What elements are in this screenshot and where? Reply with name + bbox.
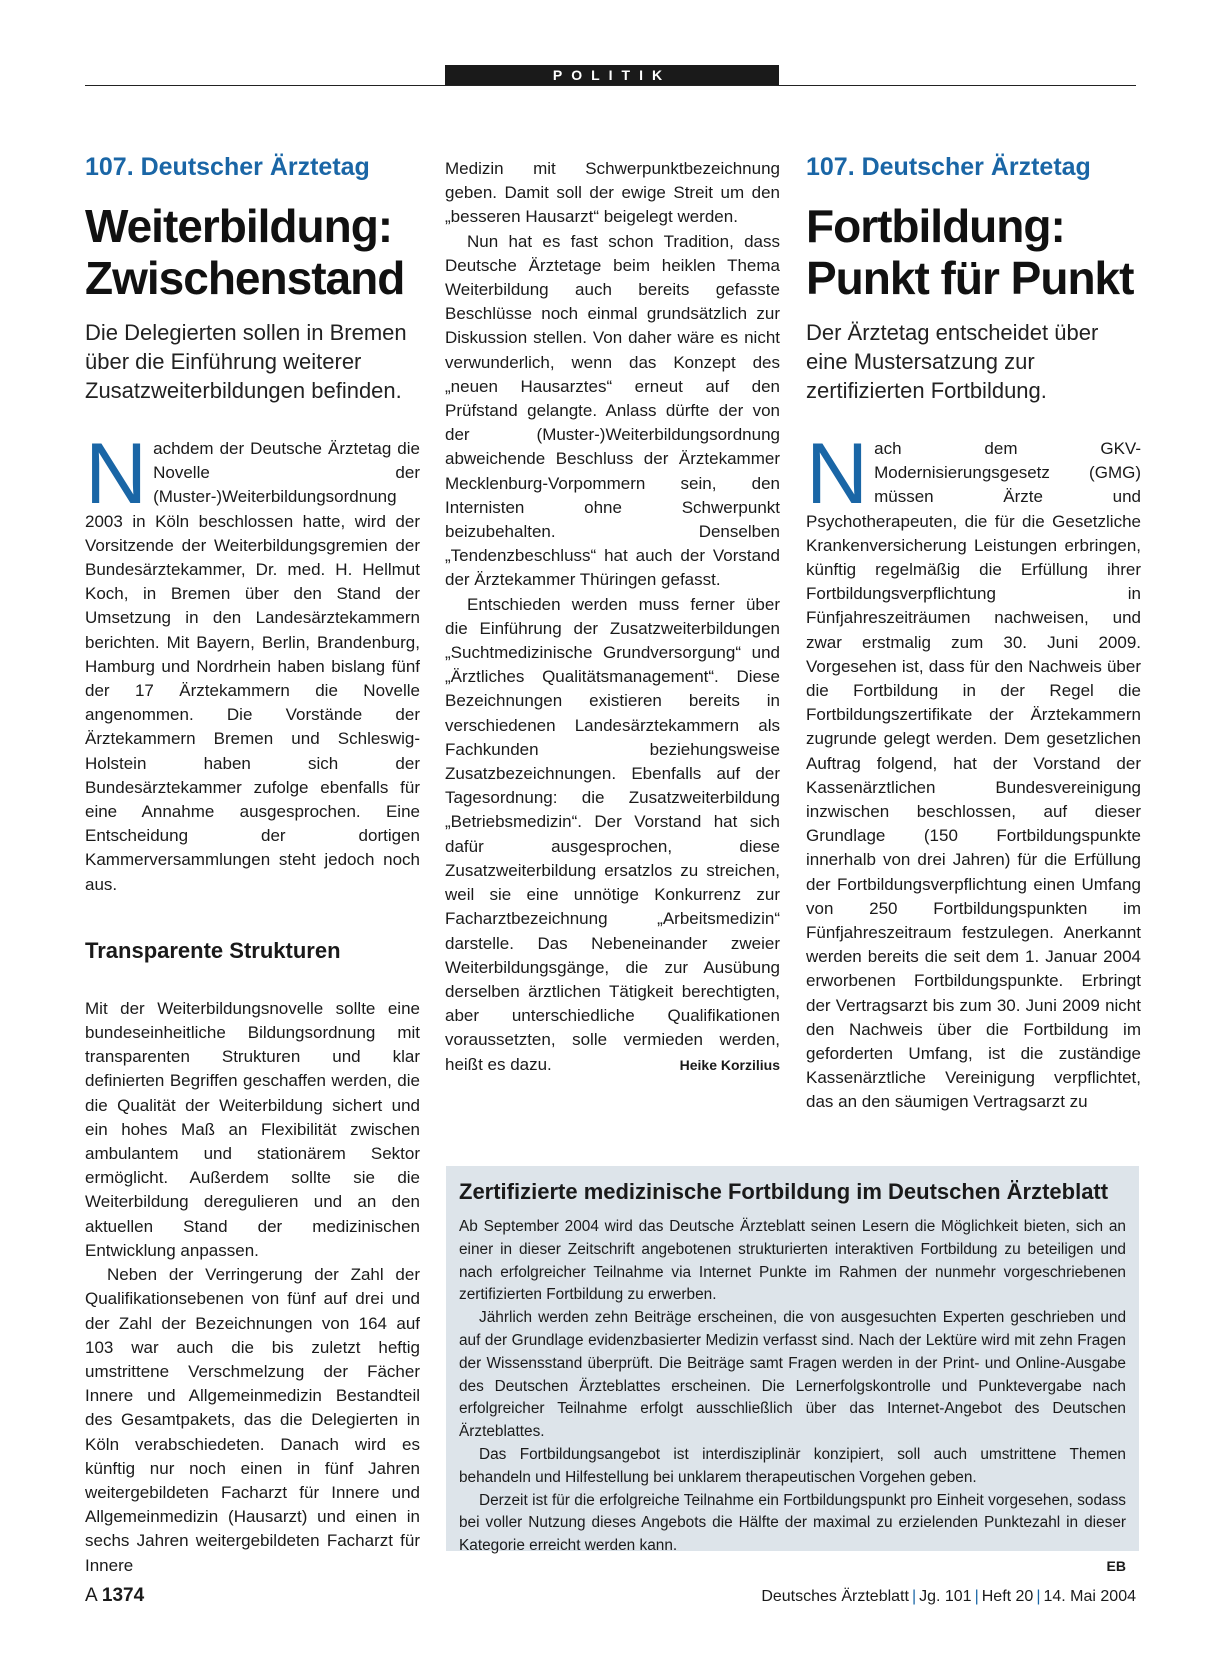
- left-paragraph-6: [445, 593, 780, 1077]
- left-paragraph-6-text: Entschieden werden muss ferner über die Einführung der Zusatzweiterbildungen „Suchtmedizinische Grundversorgung“ und „Ärztliches Qualitätsmanagement“. Diese Bezeichnungen existieren bereits in verschiedenen Landesärztekammern als Fachkunden beziehungsweise Zusatzbezeichnungen. Ebenfalls auf der Tagesordnung: die Zusatzweiterbildung „Betriebsmedizin“. Der Vorstand hat sich dafür ausgesprochen, diese Zusatzweiterbildung ersatzlos zu streichen, weil sie eine unnötige Konkurrenz zur Facharztbezeichnung „Arbeitsmedizin“ darstelle. Das Nebeneinander zweier Weiterbildungsgänge, die zur Ausübung derselben ärztlichen Tätigkeit berechtigten, aber unterschiedliche Qualifikationen voraussetzten, solle vermieden werden, heißt es dazu.: [445, 594, 780, 1074]
- journal-footer: Deutsches Ärzteblatt | Jg. 101 | Heft 20 | 14. Mai 2004: [761, 1588, 1136, 1605]
- right-headline: [806, 200, 1141, 304]
- left-lead: Die Delegierten sollen in Bremen über die Einführung weiterer Zusatzweiterbildungen befinden.: [85, 320, 407, 403]
- info-box-paragraph-4: Derzeit ist für die erfolgreiche Teilnahme ein Fortbildungspunkt pro Einheit vorgesehen, sodass bei voller Nutzung dieses Angebots die Hälfte der maximal zu erzielenden Punktezahl in dieser Kategorie erreicht werden kann.: [459, 1491, 1126, 1555]
- left-subhead: Transparente Strukturen: [85, 937, 341, 963]
- left-headline-line2: Zwischenstand: [85, 252, 405, 304]
- middle-body: [445, 157, 780, 1077]
- right-dropcap: N: [806, 426, 869, 522]
- left-article-column: [85, 152, 420, 1578]
- info-box-paragraph-2: Jährlich werden zehn Beiträge erscheinen, die von ausgesuchten Experten geschrieben und auf der Grundlage evidenzbasierter Medizin verfasst sind. Nach der Lektüre wird mit zehn Fragen der Wissensstand überprüft. Die Beiträge samt Fragen werden in der Print- und Online-Ausgabe des Deutschen Ärzteblattes erscheinen. Die Lernerfolgskontrolle und Punktevergabe nach erfolgreicher Teilnahme erfolgt ausschließlich über das Internet-Angebot des Deutschen Ärzteblattes.: [459, 1309, 1126, 1441]
- right-headline-line1: Fortbildung:: [806, 200, 1065, 252]
- left-paragraph-1-text: achdem der Deutsche Ärztetag die Novelle der (Muster-)Weiterbildungsordnung 2003 in Köln beschlossen hatte, wird der Vorsitzende der Weiterbildungsgremien der Bundesärztekammer, Dr. med. H. Hellmut Koch, in Bremen über den Stand der Umsetzung in den Landesärztekammern berichten. Mit Bayern, Berlin, Brandenburg, Hamburg und Nordrhein haben bislang fünf der 17 Ärztekammern die Novelle angenommen. Die Vorstände der Ärztekammern Bremen und Schleswig-Holstein haben sich der Bundesärztekammer zufolge ebenfalls für eine Annahme ausgesprochen. Eine Entscheidung der dortigen Kammerversammlungen steht jedoch noch aus.: [85, 439, 420, 894]
- info-box-title: Zertifizierte medizinische Fortbildung im Deutschen Ärzteblatt: [459, 1179, 1109, 1204]
- right-paragraph-1-text: ach dem GKV-Modernisierungsgesetz (GMG) müssen Ärzte und Psychotherapeuten, die für die Gesetzliche Krankenversicherung Leistungen erbringen, künftig regelmäßig die Erfüllung ihrer Fortbildungsverpflichtung in Fünfjahreszeiträumen nachweisen, und zwar erstmalig zum 30. Juni 2009. Vorgesehen ist, dass für den Nachweis über die Fortbildung in der Regel die Fortbildungszertifikate der Ärztekammern zugrunde gelegt werden. Dem gesetzlichen Auftrag folgend, hat der Vorstand der Kassenärztlichen Bundesvereinigung inzwischen beschlossen, auf dieser Grundlage (150 Fortbildungspunkte innerhalb von drei Jahren) für die Erfüllung der Fortbildungsverpflichtung einen Umfang von 250 Fortbildungspunkten im Fünfjahreszeitraum festzulegen. Anerkannt werden bereits die seit dem 1. Januar 2004 erworbenen Fortbildungspunkte. Erbringt der Vertragsarzt bis zum 30. Juni 2009 nicht den Nachweis über die Fortbildung im geforderten Umfang, ist die zuständige Kassenärztliche Vereinigung verpflichtet, das an den säumigen Vertragsarzt zu: [806, 439, 1141, 1112]
- left-headline: [85, 200, 420, 304]
- left-paragraph-2: Mit der Weiterbildungsnovelle sollte eine bundeseinheitliche Bildungsordnung mit transparenten Strukturen und klar definierten Begriffen geschaffen werden, die die Qualität der Weiterbildung sichert und ein hohes Maß an Flexibilität zwischen ambulantem und stationärem Sektor ermöglicht. Außerdem sollte sie die Weiterbildung deregulieren und an den aktuellen Stand der medizinischen Entwicklung anpassen.: [85, 998, 420, 1260]
- right-headline-line2: Punkt für Punkt: [806, 252, 1134, 304]
- info-box-paragraph-1: Ab September 2004 wird das Deutsche Ärzteblatt seinen Lesern die Möglichkeit bieten, sich an einer in dieser Zeitschrift angebotenen strukturierten interaktiven Fortbildung zu beteiligen und nach erfolgreicher Teilnahme via Internet Punkte im Rahmen der nunmehr vorgeschriebenen zertifizierten Fortbildung zu erwerben.: [459, 1218, 1126, 1304]
- left-headline-line1: Weiterbildung:: [85, 200, 393, 252]
- journal-name: Deutsches Ärzteblatt: [761, 1588, 909, 1605]
- middle-article-column: [445, 157, 780, 1077]
- left-paragraph-5: Nun hat es fast schon Tradition, dass Deutsche Ärztetage beim heiklen Thema Weiterbildung auch bereits gefasste Beschlüsse noch einmal grundsätzlich zur Diskussion stellen. Von daher wäre es nicht verwunderlich, wenn das Konzept des „neuen Hausarztes“ erneut auf den Prüfstand gelangte. Anlass dürfte der von der (Muster-)Weiterbildungsordnung abweichende Beschluss der Ärztekammer Mecklenburg-Vorpommern sein, den Internisten ohne Schwerpunkt beizubehalten. Denselben „Tendenzbeschluss“ hat auch der Vorstand der Ärztekammer Thüringen gefasst.: [445, 231, 780, 590]
- left-paragraph-4: Medizin mit Schwerpunktbezeichnung geben. Damit soll der ewige Streit um den „besseren Hausarzt“ beigelegt werden.: [445, 159, 780, 227]
- right-paragraph-1: [806, 426, 1141, 1115]
- header-rule: [85, 85, 1136, 86]
- left-paragraph-3: Neben der Verringerung der Zahl der Qualifikationsebenen von fünf auf drei und der Zahl der Bezeichnungen von 164 auf 103 war auch die bis zuletzt heftig umstrittene Verschmelzung der Fächer Innere und Allgemeinmedizin Bestandteil des Gesamtpakets, das die Delegierten in Köln verabschiedeten. Danach wird es künftig nur noch einen in fünf Jahren weitergebildeten Facharzt für Innere und Allgemeinmedizin (Hausarzt) und einen in sechs Jahren weitergebildeten Facharzt für Innere: [85, 1265, 420, 1575]
- right-kicker: 107. Deutscher Ärztetag: [806, 153, 1091, 181]
- journal-volume: Jg. 101: [919, 1588, 972, 1605]
- left-body: [85, 426, 420, 1578]
- page-number: [85, 1585, 144, 1607]
- info-box-initials: EB: [1106, 1557, 1126, 1574]
- left-dropcap: N: [85, 426, 148, 522]
- section-label: POLITIK: [445, 65, 779, 85]
- right-lead: Der Ärztetag entscheidet über eine Mustersatzung zur zertifizierten Fortbildung.: [806, 320, 1099, 403]
- left-kicker: 107. Deutscher Ärztetag: [85, 153, 370, 181]
- author-signature: Heike Korzilius: [679, 1056, 780, 1073]
- right-article-column: [806, 152, 1141, 1115]
- journal-issue: Heft 20: [981, 1588, 1034, 1605]
- journal-date: 14. Mai 2004: [1043, 1588, 1136, 1605]
- page-prefix: A: [85, 1585, 97, 1606]
- page-number-value: 1374: [101, 1585, 145, 1606]
- left-paragraph-1: [85, 426, 420, 897]
- info-box-paragraph-3: Das Fortbildungsangebot ist interdisziplinär konzipiert, soll auch umstrittene Themen behandeln und Hilfestellung bei unklarem therapeutischen Vorgehen geben.: [459, 1445, 1126, 1486]
- right-body: [806, 426, 1141, 1115]
- info-box: [446, 1166, 1139, 1574]
